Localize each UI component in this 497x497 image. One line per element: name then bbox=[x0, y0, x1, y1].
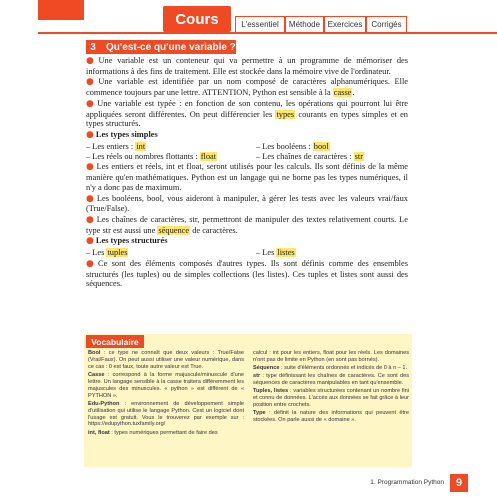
subheading-structured-types: ● Les types structurés bbox=[86, 236, 168, 247]
page-number: 9 bbox=[450, 474, 468, 492]
bullet-icon: ● bbox=[86, 259, 97, 270]
vocab-entry: Casse : correspond à la forme majuscule/minuscule d'une lettre. Un langage sensible à la casse traitera différemment les majuscules des minuscules. « python » est différent de « PYTHON ». bbox=[88, 371, 244, 399]
paragraph: ● Ce sont des éléments composés d'autres types. Ils sont définis comme des ensembles structurés (les tuples) ou de simples collections (les listes). Ces tuples et listes sont aussi des séquences. bbox=[86, 259, 408, 289]
simple-types-row: – Les entiers : int – Les booléens : bool bbox=[86, 141, 329, 151]
keyword-sequence: séquence bbox=[158, 225, 190, 235]
simple-types-row: – Les réels ou nombres flottants : float – Les chaînes de caractères : str bbox=[86, 151, 364, 161]
bullet-icon: ● bbox=[86, 193, 95, 204]
structured-types-row: – Les tuples – Les listes bbox=[86, 248, 295, 258]
section-title: Qu'est-ce qu'une variable ? bbox=[100, 40, 236, 54]
keyword-bool: bool bbox=[313, 141, 329, 151]
footer-chapter: 1. Programmation Python bbox=[370, 479, 444, 486]
vocab-entry: Tuples, listes : variables structurées contenant un nombre fini et connu de données. L'accès aux données se fait grâce à leur position entre crochets. bbox=[253, 388, 409, 408]
header-rule bbox=[38, 32, 497, 34]
paragraph: ● Une variable est typée : en fonction de son contenu, les opérations qui pourront lui être appliquées seront différentes. On peut différencier les types courants en types simples et en types structurés. bbox=[86, 98, 408, 129]
keyword-casse: casse bbox=[333, 88, 352, 98]
vocab-entry: Type : définit la nature des informations qui peuvent être stockées. On parle aussi de « domaine ». bbox=[253, 410, 409, 423]
vocab-entry: Bool : ce type ne connaît que deux valeurs : True/False (Vrai/Faux). On peut aussi utiliser une valeur numérique, dans ce cas : 0 est faux, toute autre valeur est True. bbox=[88, 350, 244, 370]
bullet-icon: ● bbox=[86, 214, 95, 225]
keyword-types: types bbox=[276, 109, 295, 119]
paragraph: ● Une variable est identifiée par un nom composé de caractères alphanumériques. Elle commence toujours par une lettre. ATTENTION, Python est sensible à la casse. bbox=[86, 77, 408, 98]
keyword-tuples: tuples bbox=[107, 248, 128, 258]
vocabulary-heading: Vocabulaire bbox=[86, 335, 144, 348]
paragraph: ● Les entiers et réels, int et float, seront utilisés pour les calculs. Ils sont définis de la même manière qu'en mathématiques. Python est un langage qui ne borne pas les types numériques, il n'y a donc pas de maximum. bbox=[86, 162, 408, 192]
bullet-icon: ● bbox=[86, 162, 95, 173]
bullet-icon: ● bbox=[86, 98, 96, 109]
bullet-icon: ● bbox=[86, 56, 97, 66]
tab-corriges[interactable]: Corrigés bbox=[366, 16, 407, 32]
tab-exercices[interactable]: Exercices bbox=[324, 16, 366, 32]
paragraph: ● Une variable est un conteneur qui va permettre à un programme de mémoriser des informations à des fins de traitement. Elle est stockée dans la mémoire vive de l'ordinateur. bbox=[86, 56, 408, 76]
header-accent-bar bbox=[38, 0, 84, 20]
keyword-float: float bbox=[200, 151, 217, 161]
tab-essentiel[interactable]: L'essentiel bbox=[235, 16, 285, 32]
bullet-icon: ● bbox=[86, 130, 94, 141]
vocab-entry: str : type définissant les chaînes de caractères. Ce sont des séquences de caractères manipulables en tant qu'ensemble. bbox=[253, 373, 409, 386]
vocab-entry: Edu-Python : environnement de développement simple d'utilisation qui utilise le langage Python. Cest un logiciel dont l'usage est gratuit. Vous le trouverez par exemple sur : https://edupython.tuxfamily.org/ bbox=[88, 400, 244, 428]
bullet-icon: ● bbox=[86, 236, 94, 247]
section-number: 3 bbox=[86, 40, 100, 54]
vocab-entry: calcul : int pour les entiers, float pour les réels. Les domaines n'ont pas de limite en Python (en sont pas bornés). bbox=[253, 350, 409, 363]
bullet-icon: ● bbox=[86, 77, 97, 88]
keyword-listes: listes bbox=[277, 248, 295, 258]
tab-methode[interactable]: Méthode bbox=[285, 16, 324, 32]
cours-tab[interactable]: Cours bbox=[163, 6, 231, 32]
vocab-entry: Séquence : suite d'éléments ordonnés et indicés de 0 à n – 1. bbox=[253, 365, 408, 371]
vocabulary-column-left bbox=[88, 350, 244, 438]
keyword-int: int bbox=[136, 141, 146, 151]
vocab-entry: int, float : types numériques permettant de faire des bbox=[88, 429, 218, 436]
subheading-simple-types: ● Les types simples bbox=[86, 130, 158, 141]
paragraph: ● Les booléens, bool, vous aideront à manipuler, à gérer les tests avec les valeurs vrai/faux (True/False). bbox=[86, 193, 408, 214]
body-text bbox=[86, 56, 408, 290]
paragraph: ● Les chaînes de caractères, str, permettront de manipuler des textes relativement courts. Le type str est aussi une séquence de caractères. bbox=[86, 214, 408, 235]
keyword-str: str bbox=[354, 151, 364, 161]
vocabulary-column-right bbox=[253, 350, 409, 425]
